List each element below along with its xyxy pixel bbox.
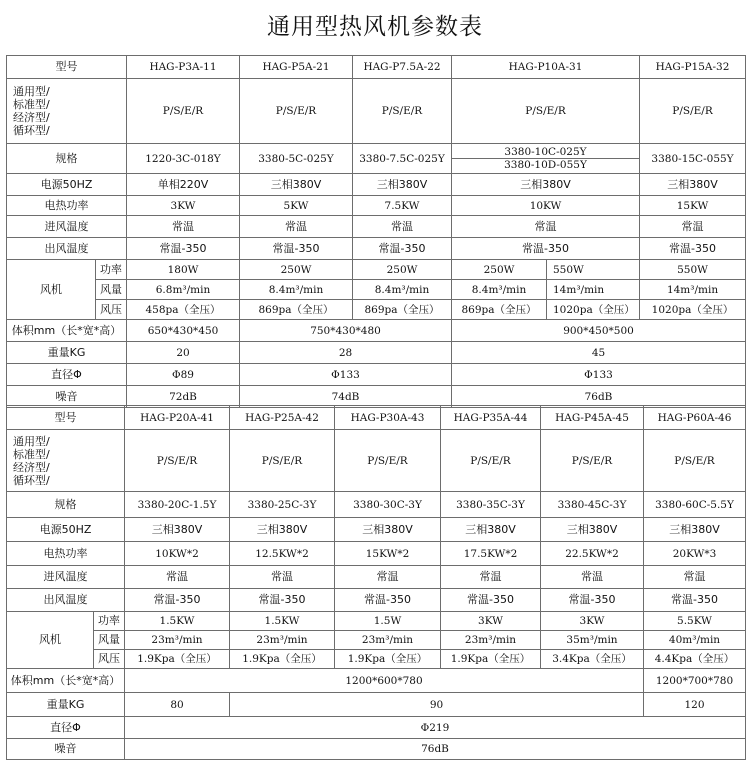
model-row bbox=[7, 56, 746, 79]
spec-label: 规格 bbox=[7, 144, 127, 174]
spec-cell: 3380-10C-025Y bbox=[504, 146, 587, 158]
outlet-row bbox=[7, 589, 746, 612]
fan-press-cell: 458pa（全压） bbox=[127, 300, 240, 320]
inlet-label: 进风温度 bbox=[7, 216, 127, 238]
power-label: 电源50HZ bbox=[7, 174, 127, 196]
heat-cell: 7.5KW bbox=[353, 196, 452, 216]
inlet-cell: 常温 bbox=[335, 566, 441, 589]
type-label-line: 循环型/ bbox=[13, 473, 50, 487]
heat-cell: 20KW*3 bbox=[644, 542, 746, 566]
volume-row bbox=[7, 320, 746, 342]
fan-press-cell: 1.9Kpa（全压） bbox=[230, 650, 335, 669]
fan-power-label: 功率 bbox=[94, 612, 125, 631]
fan-press-label: 风压 bbox=[94, 650, 125, 669]
noise-label: 噪音 bbox=[7, 386, 127, 408]
power-row bbox=[7, 174, 746, 196]
type-label-line: 标准型/ bbox=[13, 98, 50, 111]
power-cell: 三相380V bbox=[125, 518, 230, 542]
outlet-cell: 常温-350 bbox=[452, 238, 640, 260]
spec-row bbox=[7, 492, 746, 518]
noise-cell: 76dB bbox=[125, 739, 746, 760]
type-value: P/S/E/R bbox=[452, 79, 640, 144]
fan-flow-cell: 8.4m³/min bbox=[240, 280, 353, 300]
inlet-cell: 常温 bbox=[240, 216, 353, 238]
volume-cell: 1200*600*780 bbox=[125, 669, 644, 693]
heat-row bbox=[7, 542, 746, 566]
outlet-cell: 常温-350 bbox=[335, 589, 441, 612]
fan-power-cell: 250W bbox=[240, 260, 353, 280]
power-cell: 单相220V bbox=[127, 174, 240, 196]
volume-row bbox=[7, 669, 746, 693]
fan-power-cell: 3KW bbox=[541, 612, 644, 631]
noise-row bbox=[7, 739, 746, 760]
volume-cell: 1200*700*780 bbox=[644, 669, 746, 693]
fan-label: 风机 bbox=[7, 260, 96, 320]
diameter-cell: Φ133 bbox=[240, 364, 452, 386]
type-value: P/S/E/R bbox=[125, 430, 230, 492]
heat-label: 电热功率 bbox=[7, 542, 125, 566]
power-cell: 三相380V bbox=[230, 518, 335, 542]
volume-cell: 750*430*480 bbox=[240, 320, 452, 342]
model-cell: HAG-P10A-31 bbox=[452, 56, 640, 79]
power-label: 电源50HZ bbox=[7, 518, 125, 542]
fan-flow-cell: 6.8m³/min bbox=[127, 280, 240, 300]
power-cell: 三相380V bbox=[640, 174, 746, 196]
noise-label: 噪音 bbox=[7, 739, 125, 760]
type-label-line: 循环型/ bbox=[13, 124, 50, 137]
model-cell: HAG-P45A-45 bbox=[541, 406, 644, 430]
type-value: P/S/E/R bbox=[353, 79, 452, 144]
model-cell: HAG-P5A-21 bbox=[240, 56, 353, 79]
model-cell: HAG-P30A-43 bbox=[335, 406, 441, 430]
fan-press-row bbox=[7, 300, 746, 320]
type-value: P/S/E/R bbox=[441, 430, 541, 492]
diameter-label: 直径Φ bbox=[7, 364, 127, 386]
outlet-cell: 常温-350 bbox=[127, 238, 240, 260]
spec-label: 规格 bbox=[7, 492, 125, 518]
weight-cell: 90 bbox=[230, 693, 644, 717]
heat-row bbox=[7, 196, 746, 216]
spec-cell: 3380-20C-1.5Y bbox=[125, 492, 230, 518]
outlet-label: 出风温度 bbox=[7, 238, 127, 260]
fan-power-row bbox=[7, 260, 746, 280]
outlet-cell: 常温-350 bbox=[640, 238, 746, 260]
outlet-cell: 常温-350 bbox=[644, 589, 746, 612]
fan-power-cell: 180W bbox=[127, 260, 240, 280]
type-value: P/S/E/R bbox=[127, 79, 240, 144]
spec-table-2 bbox=[6, 405, 746, 760]
inlet-cell: 常温 bbox=[541, 566, 644, 589]
fan-press-cell: 1.9Kpa（全压） bbox=[441, 650, 541, 669]
weight-row bbox=[7, 342, 746, 364]
fan-flow-cell: 8.4m³/min bbox=[452, 280, 547, 300]
type-label bbox=[7, 79, 127, 144]
inlet-cell: 常温 bbox=[644, 566, 746, 589]
inlet-label: 进风温度 bbox=[7, 566, 125, 589]
fan-power-cell: 250W bbox=[353, 260, 452, 280]
fan-power-cell: 1.5KW bbox=[230, 612, 335, 631]
fan-power-cell: 550W bbox=[640, 260, 746, 280]
heat-cell: 22.5KW*2 bbox=[541, 542, 644, 566]
type-label-line: 经济型/ bbox=[13, 460, 50, 474]
fan-flow-label: 风量 bbox=[94, 631, 125, 650]
weight-cell: 28 bbox=[240, 342, 452, 364]
noise-cell: 76dB bbox=[452, 386, 746, 408]
volume-cell: 900*450*500 bbox=[452, 320, 746, 342]
spec-table-1 bbox=[6, 55, 746, 408]
model-cell: HAG-P15A-32 bbox=[640, 56, 746, 79]
model-cell: HAG-P20A-41 bbox=[125, 406, 230, 430]
power-cell: 三相380V bbox=[644, 518, 746, 542]
spec-cell: 3380-45C-3Y bbox=[541, 492, 644, 518]
type-label-line: 通用型/ bbox=[13, 85, 50, 98]
power-cell: 三相380V bbox=[441, 518, 541, 542]
noise-cell: 72dB bbox=[127, 386, 240, 408]
power-cell: 三相380V bbox=[541, 518, 644, 542]
diameter-cell: Φ89 bbox=[127, 364, 240, 386]
volume-label: 体积mm（长*宽*高） bbox=[7, 320, 127, 342]
heat-cell: 15KW*2 bbox=[335, 542, 441, 566]
type-row bbox=[7, 79, 746, 144]
heat-cell: 15KW bbox=[640, 196, 746, 216]
heat-cell: 12.5KW*2 bbox=[230, 542, 335, 566]
inlet-row bbox=[7, 216, 746, 238]
fan-press-cell: 1020pa（全压） bbox=[640, 300, 746, 320]
fan-power-cell: 250W bbox=[452, 260, 547, 280]
fan-press-label: 风压 bbox=[96, 300, 127, 320]
fan-press-cell: 1020pa（全压） bbox=[547, 300, 640, 320]
fan-press-cell: 869pa（全压） bbox=[452, 300, 547, 320]
volume-cell: 650*430*450 bbox=[127, 320, 240, 342]
fan-flow-cell: 14m³/min bbox=[547, 280, 640, 300]
weight-row bbox=[7, 693, 746, 717]
outlet-cell: 常温-350 bbox=[441, 589, 541, 612]
heat-label: 电热功率 bbox=[7, 196, 127, 216]
type-label bbox=[7, 430, 125, 492]
fan-power-row bbox=[7, 612, 746, 631]
model-cell: HAG-P7.5A-22 bbox=[353, 56, 452, 79]
weight-label: 重量KG bbox=[7, 693, 125, 717]
spec-cell-split bbox=[452, 144, 640, 174]
fan-press-cell: 3.4Kpa（全压） bbox=[541, 650, 644, 669]
fan-flow-cell: 8.4m³/min bbox=[353, 280, 452, 300]
fan-flow-cell: 35m³/min bbox=[541, 631, 644, 650]
inlet-cell: 常温 bbox=[125, 566, 230, 589]
type-value: P/S/E/R bbox=[240, 79, 353, 144]
fan-flow-cell: 23m³/min bbox=[230, 631, 335, 650]
inlet-cell: 常温 bbox=[127, 216, 240, 238]
heat-cell: 5KW bbox=[240, 196, 353, 216]
inlet-cell: 常温 bbox=[452, 216, 640, 238]
spec-cell: 3380-5C-025Y bbox=[240, 144, 353, 174]
power-cell: 三相380V bbox=[240, 174, 353, 196]
fan-flow-row bbox=[7, 280, 746, 300]
fan-power-cell: 1.5KW bbox=[125, 612, 230, 631]
fan-power-cell: 1.5W bbox=[335, 612, 441, 631]
weight-cell: 120 bbox=[644, 693, 746, 717]
heat-cell: 10KW bbox=[452, 196, 640, 216]
fan-power-cell: 550W bbox=[547, 260, 640, 280]
heat-cell: 17.5KW*2 bbox=[441, 542, 541, 566]
spec-cell: 3380-25C-3Y bbox=[230, 492, 335, 518]
spec-cell: 3380-15C-055Y bbox=[640, 144, 746, 174]
fan-flow-cell: 23m³/min bbox=[125, 631, 230, 650]
fan-press-cell: 1.9Kpa（全压） bbox=[125, 650, 230, 669]
type-value: P/S/E/R bbox=[230, 430, 335, 492]
weight-cell: 80 bbox=[125, 693, 230, 717]
type-value: P/S/E/R bbox=[640, 79, 746, 144]
fan-power-label: 功率 bbox=[96, 260, 127, 280]
diameter-cell: Φ133 bbox=[452, 364, 746, 386]
fan-label: 风机 bbox=[7, 612, 94, 669]
outlet-label: 出风温度 bbox=[7, 589, 125, 612]
spec-cell: 3380-30C-3Y bbox=[335, 492, 441, 518]
type-label-line: 通用型/ bbox=[13, 434, 50, 448]
power-cell: 三相380V bbox=[353, 174, 452, 196]
inlet-cell: 常温 bbox=[441, 566, 541, 589]
model-cell: HAG-P3A-11 bbox=[127, 56, 240, 79]
model-header: 型号 bbox=[7, 56, 127, 79]
type-label-line: 经济型/ bbox=[13, 111, 50, 124]
fan-flow-cell: 40m³/min bbox=[644, 631, 746, 650]
model-header: 型号 bbox=[7, 406, 125, 430]
spec-cell: 3380-10D-055Y bbox=[452, 158, 639, 171]
noise-cell: 74dB bbox=[240, 386, 452, 408]
inlet-row bbox=[7, 566, 746, 589]
spec-row bbox=[7, 144, 746, 174]
fan-press-row bbox=[7, 650, 746, 669]
model-row bbox=[7, 406, 746, 430]
heat-cell: 10KW*2 bbox=[125, 542, 230, 566]
volume-label: 体积mm（长*宽*高） bbox=[7, 669, 125, 693]
fan-flow-cell: 14m³/min bbox=[640, 280, 746, 300]
fan-flow-label: 风量 bbox=[96, 280, 127, 300]
diameter-cell: Φ219 bbox=[125, 717, 746, 739]
outlet-cell: 常温-350 bbox=[353, 238, 452, 260]
fan-flow-row bbox=[7, 631, 746, 650]
inlet-cell: 常温 bbox=[230, 566, 335, 589]
fan-flow-cell: 23m³/min bbox=[441, 631, 541, 650]
model-cell: HAG-P25A-42 bbox=[230, 406, 335, 430]
weight-cell: 45 bbox=[452, 342, 746, 364]
model-cell: HAG-P35A-44 bbox=[441, 406, 541, 430]
fan-press-cell: 4.4Kpa（全压） bbox=[644, 650, 746, 669]
page-title: 通用型热风机参数表 bbox=[267, 14, 483, 40]
inlet-cell: 常温 bbox=[353, 216, 452, 238]
diameter-row bbox=[7, 364, 746, 386]
spec-cell: 1220-3C-018Y bbox=[127, 144, 240, 174]
power-cell: 三相380V bbox=[335, 518, 441, 542]
model-cell: HAG-P60A-46 bbox=[644, 406, 746, 430]
spec-cell: 3380-7.5C-025Y bbox=[353, 144, 452, 174]
fan-flow-cell: 23m³/min bbox=[335, 631, 441, 650]
outlet-row bbox=[7, 238, 746, 260]
type-value: P/S/E/R bbox=[644, 430, 746, 492]
type-value: P/S/E/R bbox=[335, 430, 441, 492]
diameter-label: 直径Φ bbox=[7, 717, 125, 739]
power-cell: 三相380V bbox=[452, 174, 640, 196]
outlet-cell: 常温-350 bbox=[541, 589, 644, 612]
outlet-cell: 常温-350 bbox=[230, 589, 335, 612]
heat-cell: 3KW bbox=[127, 196, 240, 216]
type-row bbox=[7, 430, 746, 492]
weight-cell: 20 bbox=[127, 342, 240, 364]
spec-cell: 3380-60C-5.5Y bbox=[644, 492, 746, 518]
fan-press-cell: 869pa（全压） bbox=[240, 300, 353, 320]
outlet-cell: 常温-350 bbox=[125, 589, 230, 612]
weight-label: 重量KG bbox=[7, 342, 127, 364]
fan-power-cell: 5.5KW bbox=[644, 612, 746, 631]
fan-press-cell: 869pa（全压） bbox=[353, 300, 452, 320]
type-value: P/S/E/R bbox=[541, 430, 644, 492]
inlet-cell: 常温 bbox=[640, 216, 746, 238]
power-row bbox=[7, 518, 746, 542]
outlet-cell: 常温-350 bbox=[240, 238, 353, 260]
diameter-row bbox=[7, 717, 746, 739]
fan-power-cell: 3KW bbox=[441, 612, 541, 631]
spec-cell: 3380-35C-3Y bbox=[441, 492, 541, 518]
type-label-line: 标准型/ bbox=[13, 447, 50, 461]
fan-press-cell: 1.9Kpa（全压） bbox=[335, 650, 441, 669]
